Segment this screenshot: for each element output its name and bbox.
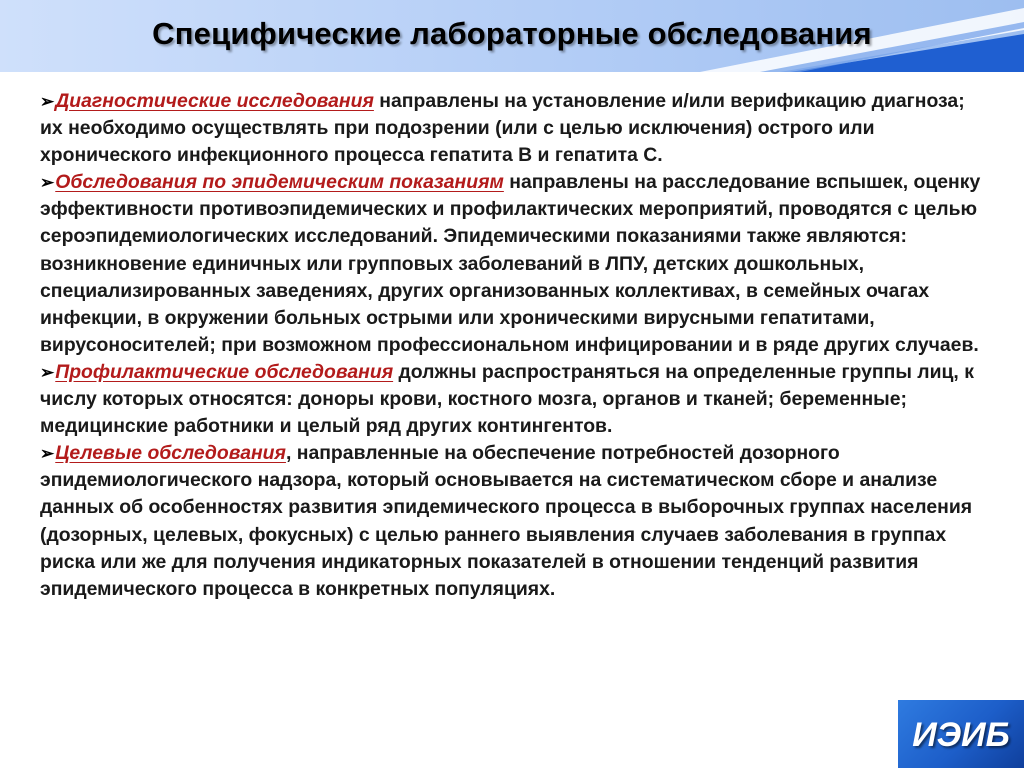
bullet-item-epidemic bbox=[40, 169, 990, 359]
slide-content bbox=[40, 88, 990, 603]
term-targeted: Целевые обследования bbox=[55, 442, 286, 465]
bullet-arrow-icon: ➢ bbox=[40, 362, 55, 382]
bullet-item-targeted bbox=[40, 440, 990, 603]
item-text: направлены на расследование вспышек, оценку эффективности противоэпидемических и профилактических мероприятий, проводятся с целью сероэпидемиологических исследований. Эпидемическими показаниями также являются: возникновение единичных или групповых заболеваний в ЛПУ, детских дошкольных, специализированных заведениях, других организованных коллективах, в семейных очагах инфекции, в окружении больных острыми или хроническими вирусными гепатитами, вирусоносителей; при возможном профессиональном инфицировании и в ряде других случаев. bbox=[40, 171, 981, 356]
bullet-item-diagnostic bbox=[40, 88, 990, 169]
item-text: , направленные на обеспечение потребностей дозорного эпидемиологического надзора, который основывается на систематическом сборе и анализе данных об особенностях развития эпидемического процесса в выборочных группах населения (дозорных, целевых, фокусных) с целью раннего выявления случаев заболевания в группах риска или же для получения индикаторных показателей в отношении тенденций развития эпидемического процесса в конкретных популяциях. bbox=[40, 442, 973, 600]
slide-title: Специфические лабораторные обследования bbox=[152, 16, 872, 51]
institute-logo bbox=[898, 700, 1024, 768]
item-text: должны распространяться на определенные группы лиц, к числу которых относятся: доноры крови, костного мозга, органов и тканей; беременные; медицинские работники и целый ряд других контингентов. bbox=[40, 360, 974, 438]
slide-header bbox=[0, 0, 1024, 72]
term-preventive: Профилактические обследования bbox=[55, 360, 394, 383]
bullet-arrow-icon: ➢ bbox=[40, 92, 55, 111]
bullet-arrow-icon: ➢ bbox=[40, 444, 55, 464]
bullet-arrow-icon: ➢ bbox=[40, 173, 55, 193]
term-diagnostic: Диагностические исследования bbox=[55, 90, 374, 112]
term-epidemic: Обследования по эпидемическим показаниям bbox=[55, 171, 504, 194]
item-text: направлены на установление и/или верификацию диагноза; их необходимо осуществлять при подозрении (или с целью исключения) острого или хронического инфекционного процесса гепатита В и гепатита С. bbox=[40, 90, 965, 167]
logo-text: ИЭИБ bbox=[912, 716, 1010, 754]
bullet-item-preventive bbox=[40, 359, 990, 440]
